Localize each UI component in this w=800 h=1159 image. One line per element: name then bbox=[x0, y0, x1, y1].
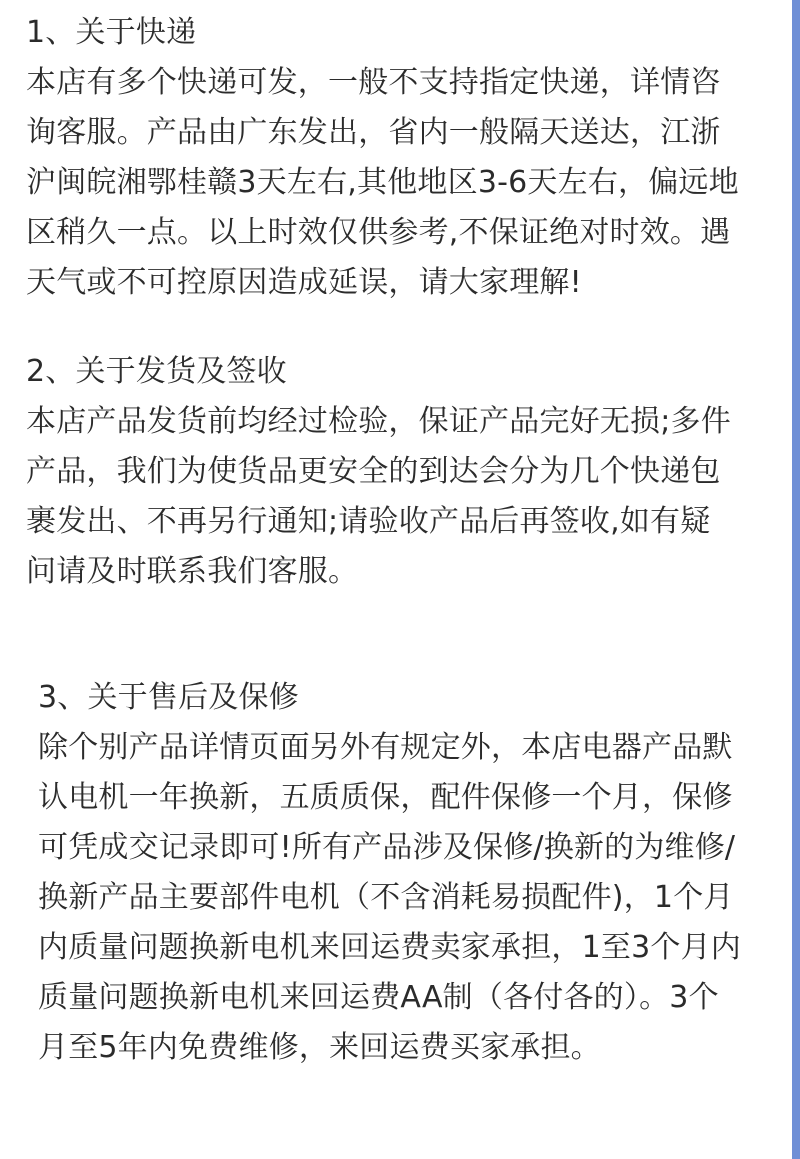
section-delivery-receipt bbox=[26, 347, 766, 597]
text-line: 月至5年内免费维修，来回运费买家承担。 bbox=[38, 1030, 601, 1065]
text-line: 换新产品主要部件电机（不含消耗易损配件)，1个月 bbox=[38, 880, 734, 915]
right-edge-bar bbox=[792, 0, 800, 1159]
text-line: 询客服。产品由广东发出，省内一般隔天送达，江浙 bbox=[26, 115, 721, 150]
text-line: 天气或不可控原因造成延误，请大家理解! bbox=[26, 265, 582, 300]
section-after-sales-warranty bbox=[38, 673, 778, 1073]
text-line: 产品，我们为使货品更安全的到达会分为几个快递包 bbox=[26, 454, 721, 489]
section-heading: 2、关于发货及签收 bbox=[26, 354, 287, 389]
text-line: 区稍久一点。以上时效仅供参考,不保证绝对时效。遇 bbox=[26, 215, 731, 250]
text-line: 沪闽皖湘鄂桂赣3天左右,其他地区3-6天左右，偏远地 bbox=[26, 165, 739, 200]
text-line: 内质量问题换新电机来回运费卖家承担，1至3个月内 bbox=[38, 930, 741, 965]
text-line: 本店产品发货前均经过检验，保证产品完好无损;多件 bbox=[26, 404, 731, 439]
text-line: 认电机一年换新，五质质保，配件保修一个月，保修 bbox=[38, 780, 733, 815]
section-heading: 3、关于售后及保修 bbox=[38, 680, 299, 715]
section-heading: 1、关于快递 bbox=[26, 15, 197, 50]
text-line: 除个别产品详情页面另外有规定外，本店电器产品默 bbox=[38, 730, 733, 765]
text-line: 问请及时联系我们客服。 bbox=[26, 554, 359, 589]
text-line: 本店有多个快递可发，一般不支持指定快递，详情咨 bbox=[26, 65, 721, 100]
section-shipping bbox=[26, 8, 766, 308]
text-line: 质量问题换新电机来回运费AA制（各付各的）。3个 bbox=[38, 980, 719, 1015]
text-line: 可凭成交记录即可!所有产品涉及保修/换新的为维修/ bbox=[38, 830, 736, 865]
text-line: 裹发出、不再另行通知;请验收产品后再签收,如有疑 bbox=[26, 504, 711, 539]
